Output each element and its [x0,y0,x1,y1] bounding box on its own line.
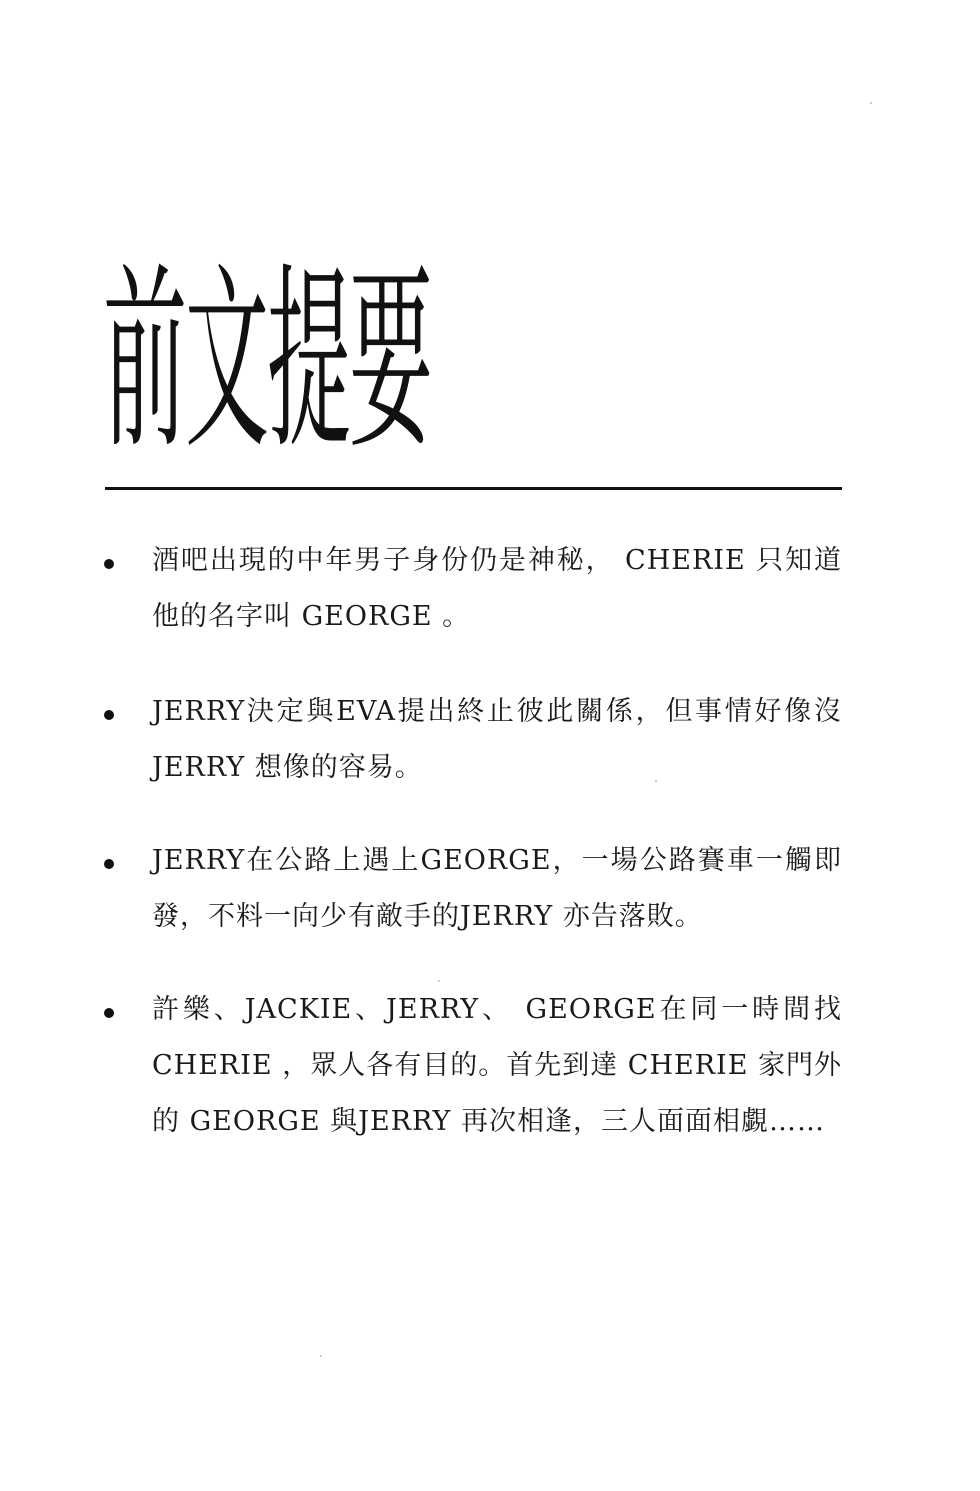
paper-speck [438,980,440,982]
bullet-icon [104,710,114,720]
list-item-text: JERRY在公路上遇上GEORGE，一場公路賽車一觸即發，不料一向少有敵手的JERRY 亦告落敗。 [152,845,842,932]
list-item-text: JERRY決定與EVA提出終止彼此關係，但事情好像沒JERRY 想像的容易。 [152,696,842,783]
list-item-text: 酒吧出現的中年男子身份仍是神秘， CHERIE 只知道他的名字叫 GEORGE 。 [152,545,842,632]
bullet-icon [104,559,114,569]
list-item-text: 許樂、JACKIE、JERRY、 GEORGE在同一時間找 CHERIE ，眾人各有目的。首先到達 CHERIE 家門外的 GEORGE 與JERRY 再次相逢，三人面面相覷…… [152,994,842,1137]
page-title: 前文提要 [103,245,432,476]
paper-speck [320,1355,322,1357]
bullet-icon [104,1008,114,1018]
title-divider [105,487,842,490]
bullet-icon [104,859,114,869]
paper-speck [870,102,872,104]
paper-speck [655,780,657,782]
